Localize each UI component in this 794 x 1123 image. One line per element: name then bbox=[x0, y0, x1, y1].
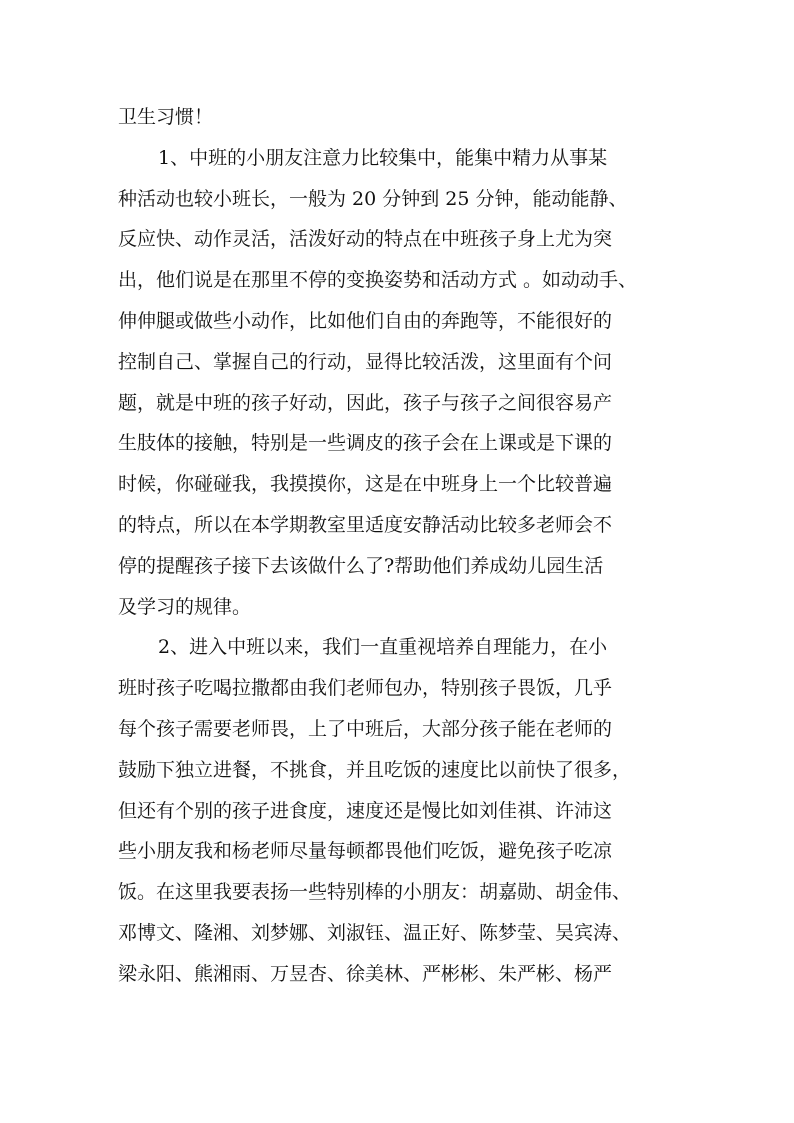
text-line: 鼓励下独立进餐，不挑食，并且吃饭的速度比以前快了很多， bbox=[118, 758, 632, 781]
text-line: 生肢体的接触，特别是一些调皮的孩子会在上课或是下课的 bbox=[118, 432, 613, 455]
text-line: 种活动也较小班长，一般为 20 分钟到 25 分钟，能动能静、 bbox=[118, 187, 628, 210]
text-line: 伸伸腿或做些小动作，比如他们自由的奔跑等，不能很好的 bbox=[118, 309, 613, 332]
text-line: 及学习的规律。 bbox=[118, 595, 252, 618]
text-line: 班时孩子吃喝拉撒都由我们老师包办，特别孩子畏饭，几乎 bbox=[118, 677, 613, 700]
text-line: 停的提醒孩子接下去该做什么了?帮助他们养成幼儿园生活 bbox=[118, 554, 604, 577]
text-line: 出，他们说是在那里不停的变换姿势和活动方式 。如动动手、 bbox=[118, 269, 638, 292]
text-line: 1、中班的小朋友注意力比较集中，能集中精力从事某 bbox=[158, 146, 608, 169]
text-line: 邓博文、隆湘、刘梦娜、刘淑钰、温正好、陈梦莹、吴宾涛、 bbox=[118, 921, 632, 944]
text-line: 反应快、动作灵活，活泼好动的特点在中班孩子身上尤为突 bbox=[118, 228, 613, 251]
text-line: 饭。在这里我要表扬一些特别棒的小朋友：胡嘉勋、胡金伟、 bbox=[118, 881, 632, 904]
text-line: 梁永阳、熊湘雨、万昱杏、徐美林、严彬彬、朱严彬、杨严 bbox=[118, 962, 613, 985]
text-line: 时候，你碰碰我，我摸摸你，这是在中班身上一个比较普遍 bbox=[118, 473, 613, 496]
text-line: 些小朋友我和杨老师尽量每顿都畏他们吃饭，避免孩子吃凉 bbox=[118, 840, 613, 863]
text-line: 但还有个别的孩子进食度，速度还是慢比如刘佳祺、许沛这 bbox=[118, 799, 613, 822]
text-line: 的特点，所以在本学期教室里适度安静活动比较多老师会不 bbox=[118, 513, 613, 536]
text-line: 控制自己、掌握自己的行动，显得比较活泼，这里面有个问 bbox=[118, 350, 613, 373]
text-line: 题，就是中班的孩子好动，因此，孩子与孩子之间很容易产 bbox=[118, 391, 613, 414]
document-body bbox=[118, 97, 678, 995]
text-line: 每个孩子需要老师畏，上了中班后，大部分孩子能在老师的 bbox=[118, 717, 613, 740]
text-line: 2、进入中班以来，我们一直重视培养自理能力，在小 bbox=[158, 636, 608, 659]
text-line: 卫生习惯！ bbox=[118, 106, 214, 128]
